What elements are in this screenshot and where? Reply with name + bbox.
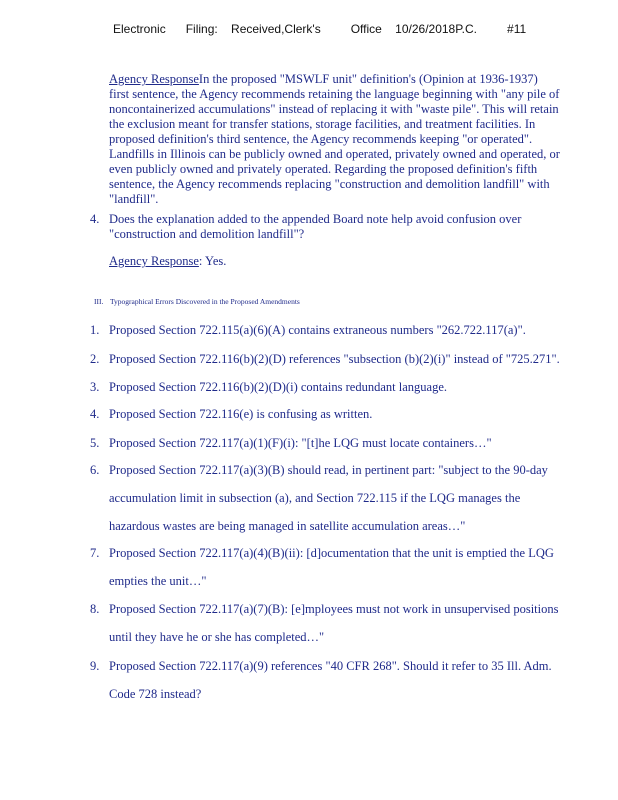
list-item-number: 4.	[90, 407, 100, 421]
section-numeral: III.	[94, 297, 104, 306]
agency-response-label: Agency Response	[109, 254, 199, 268]
question-4	[90, 212, 599, 242]
agency-response-label: Agency Response	[109, 72, 199, 86]
response-line: noncontainerized accumulations" instead of replacing it with "waste pile". This will retain	[109, 102, 559, 116]
list-item-text: Proposed Section 722.117(a)(7)(B): [e]mployees must not work in unsupervised positions	[109, 602, 559, 616]
response-line: the exclusion meant for transfer stations, storage facilities, and treatment facilities. In	[109, 117, 536, 131]
section-title: Typographical Errors Discovered in the Proposed Amendments	[110, 297, 300, 306]
list-item-number: 7.	[90, 546, 100, 560]
response-line: proposed definition's third sentence, the Agency recommends keeping "or operated".	[109, 132, 533, 146]
list-item-number: 3.	[90, 380, 100, 394]
response-line: Landfills in Illinois can be publicly owned and operated, privately owned and operated, or	[109, 147, 560, 161]
response-line: first sentence, the Agency recommends retaining the language beginning with "any pile of	[109, 87, 560, 101]
response-line: Agency ResponseIn the proposed "MSWLF unit" definition's (Opinion at 1936-1937)	[109, 72, 538, 86]
list-item-text: Proposed Section 722.117(a)(9) references "40 CFR 268". Should it refer to 35 Ill. Adm.	[109, 659, 552, 673]
filing-header: Electronic Filing: Received,Clerk's Office 10/26/2018P.C. #11	[113, 22, 527, 36]
list-item-number: 2.	[90, 352, 100, 366]
list-item-text: accumulation limit in subsection (a), and Section 722.115 if the LQG manages the	[109, 491, 521, 505]
response-line: sentence, the Agency recommends replacing "construction and demolition landfill" with	[109, 177, 550, 191]
answer-text: : Yes.	[198, 254, 227, 268]
section-heading	[94, 297, 300, 306]
question-number: 4.	[90, 212, 100, 226]
list-item-text: empties the unit…"	[109, 574, 207, 588]
list-item-number: 1.	[90, 323, 100, 337]
question-4-answer	[109, 254, 226, 269]
question-line: "construction and demolition landfill"?	[109, 227, 305, 241]
list-item-text: Proposed Section 722.117(a)(4)(B)(ii): [d]ocumentation that the unit is emptied the LQG	[109, 546, 554, 560]
list-item-number: 8.	[90, 602, 100, 616]
response-line: "landfill".	[109, 192, 159, 206]
list-item-text: Proposed Section 722.116(b)(2)(D)(i) contains redundant language.	[109, 380, 447, 394]
list-item-text: Proposed Section 722.115(a)(6)(A) contains extraneous numbers "262.722.117(a)".	[109, 323, 526, 337]
question-line: Does the explanation added to the appended Board note help avoid confusion over	[109, 212, 522, 226]
list-item-text: Proposed Section 722.116(e) is confusing as written.	[109, 407, 373, 421]
list-item-number: 5.	[90, 436, 100, 450]
list-item-text: Code 728 instead?	[109, 687, 202, 701]
list-item-text: hazardous wastes are being managed in satellite accumulation areas…"	[109, 519, 466, 533]
list-item-number: 9.	[90, 659, 100, 673]
list-item-text: Proposed Section 722.116(b)(2)(D) references "subsection (b)(2)(i)" instead of "725.271".	[109, 352, 560, 366]
list-item-text: Proposed Section 722.117(a)(1)(F)(i): "[t]he LQG must locate containers…"	[109, 436, 492, 450]
response-line: even publicly owned and privately operated. Regarding the proposed definition's fifth	[109, 162, 538, 176]
list-item-text: Proposed Section 722.117(a)(3)(B) should read, in pertinent part: "subject to the 90-day	[109, 463, 548, 477]
list-item-text: until they have he or she has completed…"	[109, 630, 325, 644]
agency-response-block	[109, 72, 604, 207]
list-item-number: 6.	[90, 463, 100, 477]
